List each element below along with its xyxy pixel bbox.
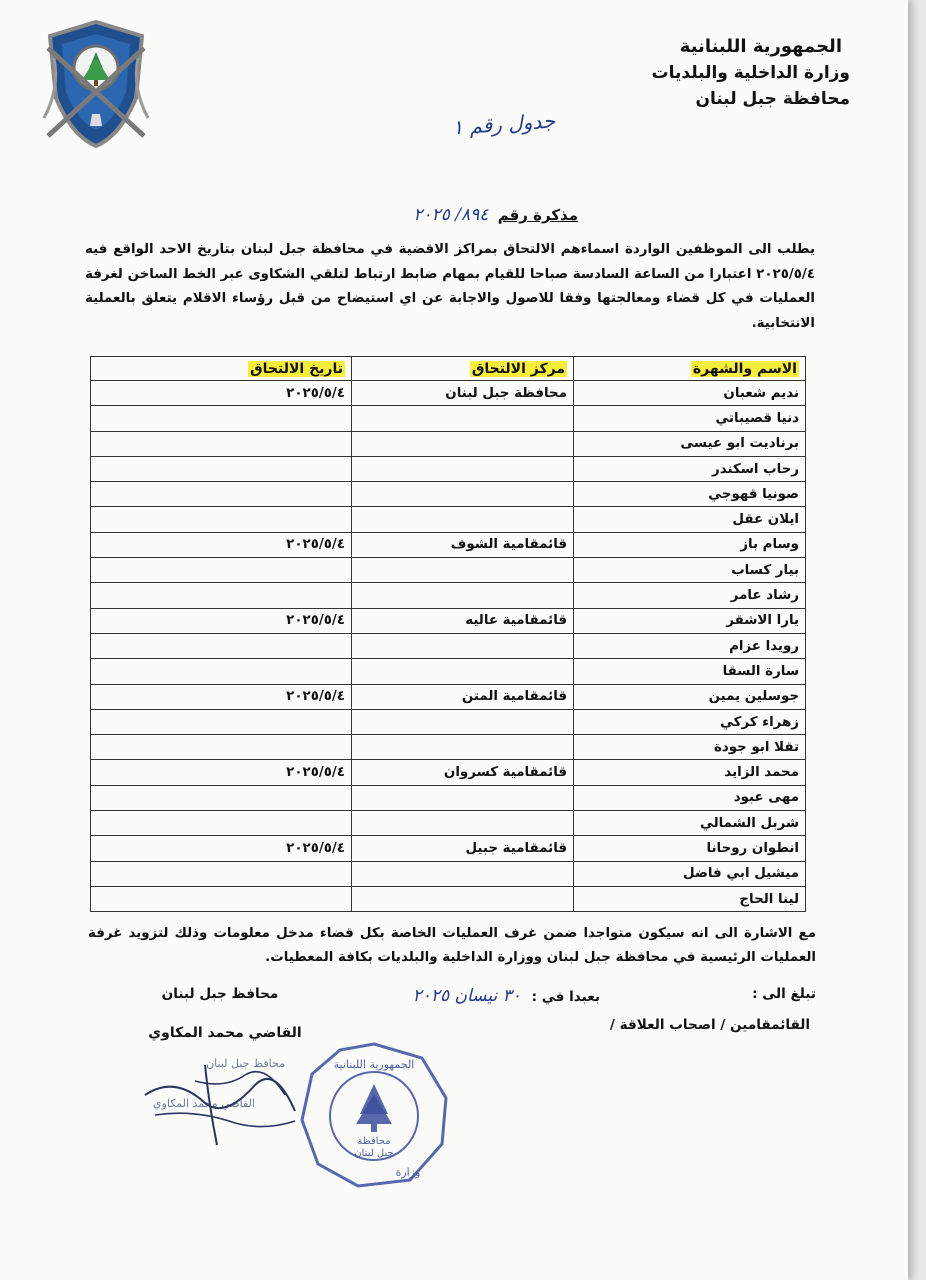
name-cell: بيار كساب (574, 558, 806, 583)
date-cell (91, 406, 352, 431)
roster-table (90, 356, 806, 912)
table-row (91, 886, 806, 911)
date-cell (91, 659, 352, 684)
date-cell: ٢٠٢٥/٥/٤ (91, 381, 352, 406)
date-cell (91, 558, 352, 583)
date-cell (91, 507, 352, 532)
dated-line (390, 986, 600, 1006)
center-cell: محافظة جبل لبنان (352, 381, 574, 406)
name-cell: رحاب اسكندر (574, 456, 806, 481)
sent-to-label: تبلغ الى : (752, 986, 816, 1002)
name-cell: جوسلين يمين (574, 684, 806, 709)
date-cell: ٢٠٢٥/٥/٤ (91, 608, 352, 633)
center-cell (352, 811, 574, 836)
date-cell: ٢٠٢٥/٥/٤ (91, 760, 352, 785)
name-cell: رويدا عزام (574, 633, 806, 658)
dated-label: بعبدا في : (531, 989, 600, 1005)
official-seal-icon (296, 1040, 452, 1190)
ministry-emblem-icon (40, 18, 152, 158)
letterhead-ministry: وزارة الداخلية والبلديات (651, 63, 850, 83)
memo-label: مذكرة رقم (497, 206, 578, 224)
center-cell (352, 558, 574, 583)
date-cell: ٢٠٢٥/٥/٤ (91, 684, 352, 709)
governor-name: القاضي محمد المكاوي (148, 1025, 302, 1041)
table-row (91, 406, 806, 431)
table-row (91, 381, 806, 406)
note-paragraph: مع الاشارة الى انه سيكون متواجدا ضمن غرف العمليات الخاصة بكل قضاء مدخل معلومات وذلك لتزويد غرفة العمليات الرئيسية في محافظة جبل لبنان ووزارة الداخلية والبلديات بكافة المعطيات. (88, 926, 816, 965)
center-cell (352, 507, 574, 532)
svg-text:القاضي محمد المكاوي: القاضي محمد المكاوي (152, 1097, 255, 1110)
dated-value: ٣٠ نيسان ٢٠٢٥ (412, 986, 521, 1006)
date-cell: ٢٠٢٥/٥/٤ (91, 836, 352, 861)
center-cell (352, 735, 574, 760)
date-cell (91, 811, 352, 836)
table-row (91, 608, 806, 633)
name-cell: رشاد عامر (574, 583, 806, 608)
name-cell: برناديت ابو عيسى (574, 431, 806, 456)
name-cell: زهراء كركي (574, 709, 806, 734)
svg-text:الجمهورية اللبنانية: الجمهورية اللبنانية (333, 1058, 415, 1071)
date-cell (91, 735, 352, 760)
table-row (91, 760, 806, 785)
date-cell (91, 709, 352, 734)
date-cell: ٢٠٢٥/٥/٤ (91, 532, 352, 557)
center-cell (352, 456, 574, 481)
center-cell (352, 633, 574, 658)
table-row (91, 735, 806, 760)
center-cell (352, 482, 574, 507)
table-row (91, 811, 806, 836)
table-row (91, 709, 806, 734)
name-cell: صونيا قهوجي (574, 482, 806, 507)
date-cell (91, 482, 352, 507)
date-cell (91, 633, 352, 658)
letterhead-republic: الجمهورية اللبنانية (679, 36, 842, 57)
svg-text:جبل لبنان: جبل لبنان (354, 1148, 394, 1159)
center-cell (352, 785, 574, 810)
date-cell (91, 785, 352, 810)
table-row (91, 785, 806, 810)
name-cell: شربل الشمالي (574, 811, 806, 836)
center-cell: قائمقامية كسروان (352, 760, 574, 785)
intro-paragraph: يطلب الى الموظفين الواردة اسماءهم الالتحاق بمراكز الاقضية في محافظة جبل لبنان بتاريخ الاحد الواقع فيه ٢٠٢٥/٥/٤ اعتبارا من الساعة السادسة صباحا للقيام بمهام ضابط ارتباط لتلقي الشكاوى عبر الخط الساخن لغرفة العمليات في كل قضاء ومعالجتها وفقا للاصول والاجابة عن اي استيضاح من قبل رؤساء الاقلام يتعلق بالعملية الانتخابية. (85, 242, 815, 331)
svg-text:وزارة: وزارة (395, 1166, 421, 1179)
header-center: مركز الالتحاق (352, 357, 574, 381)
center-cell (352, 861, 574, 886)
date-cell (91, 861, 352, 886)
center-cell (352, 709, 574, 734)
name-cell: محمد الزايد (574, 760, 806, 785)
table-row (91, 659, 806, 684)
center-cell (352, 659, 574, 684)
recipients-line: القائمقامين / اصحاب العلاقة / (609, 1017, 810, 1033)
table-row (91, 558, 806, 583)
table-row (91, 836, 806, 861)
center-cell: قائمقامية الشوف (352, 532, 574, 557)
signature-stamp-icon (135, 1045, 305, 1155)
name-cell: ايلان عقل (574, 507, 806, 532)
table-row (91, 431, 806, 456)
table-row (91, 532, 806, 557)
center-cell: قائمقامية جبيل (352, 836, 574, 861)
center-cell (352, 431, 574, 456)
center-cell: قائمقامية عاليه (352, 608, 574, 633)
table-row (91, 456, 806, 481)
letterhead (530, 34, 850, 112)
name-cell: يارا الاشقر (574, 608, 806, 633)
date-cell (91, 583, 352, 608)
table-row (91, 633, 806, 658)
table-row (91, 583, 806, 608)
table-header-row (91, 357, 806, 381)
name-cell: تقلا ابو جودة (574, 735, 806, 760)
name-cell: مهى عبود (574, 785, 806, 810)
table-row (91, 482, 806, 507)
svg-text:محافظة: محافظة (357, 1136, 391, 1147)
date-cell (91, 886, 352, 911)
letterhead-governorate: محافظة جبل لبنان (695, 89, 850, 109)
header-date: تاريخ الالتحاق (91, 357, 352, 381)
memo-number (318, 205, 578, 225)
name-cell: ميشيل ابي فاضل (574, 861, 806, 886)
handwritten-table-number: جدول رقم ١ (451, 108, 556, 140)
center-cell (352, 886, 574, 911)
table-row (91, 861, 806, 886)
name-cell: وسام باز (574, 532, 806, 557)
date-cell (91, 456, 352, 481)
center-cell (352, 583, 574, 608)
date-cell (91, 431, 352, 456)
table-row (91, 507, 806, 532)
header-name: الاسم والشهرة (574, 357, 806, 381)
center-cell: قائمقامية المتن (352, 684, 574, 709)
table-row (91, 684, 806, 709)
memo-value: ٨٩٤/ ٢٠٢٥ (413, 205, 489, 225)
name-cell: سارة السقا (574, 659, 806, 684)
name-cell: لينا الحاج (574, 886, 806, 911)
governor-title: محافظ جبل لبنان (161, 986, 279, 1002)
name-cell: نديم شعبان (574, 381, 806, 406)
center-cell (352, 406, 574, 431)
name-cell: انطوان روحانا (574, 836, 806, 861)
svg-text:محافظ جبل لبنان: محافظ جبل لبنان (206, 1057, 285, 1070)
name-cell: دنيا قصيباتي (574, 406, 806, 431)
